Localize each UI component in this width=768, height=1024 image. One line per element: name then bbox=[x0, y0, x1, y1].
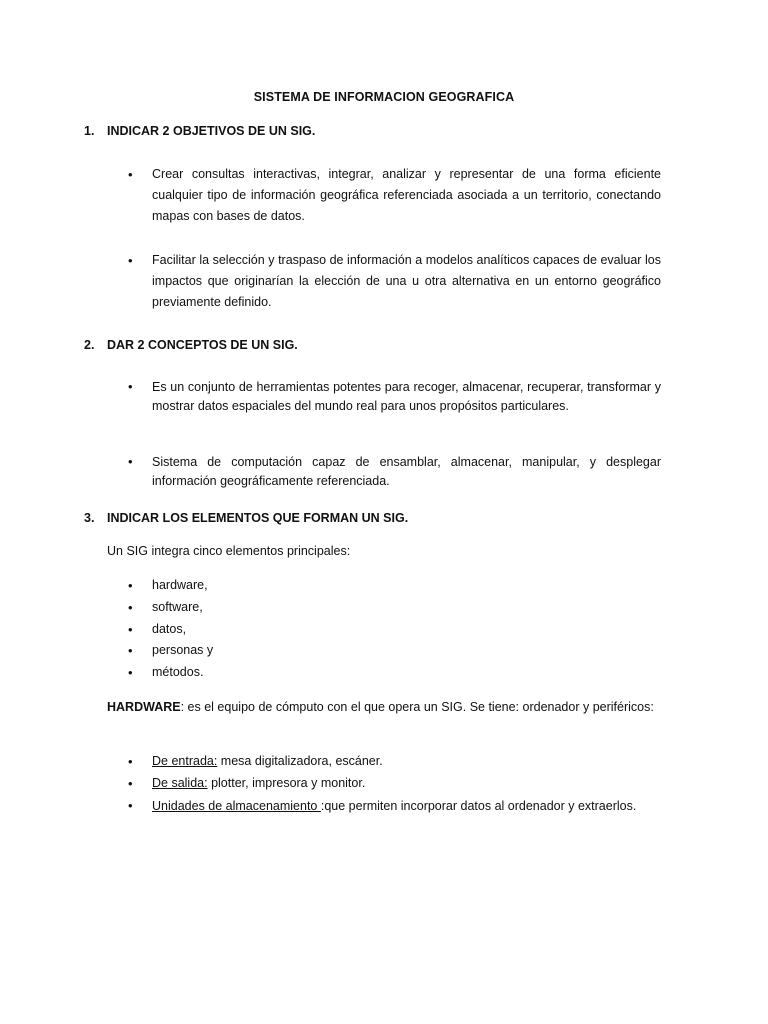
list-item bbox=[128, 640, 661, 661]
list-item bbox=[128, 575, 661, 596]
list-item-text: datos, bbox=[152, 622, 187, 636]
list-item-text: hardware, bbox=[152, 578, 208, 592]
section-3-heading bbox=[84, 511, 408, 525]
list-item bbox=[128, 662, 661, 683]
list-item-text: personas y bbox=[152, 643, 214, 657]
item-text: mesa digitalizadora, escáner. bbox=[217, 754, 383, 768]
list-item-text: Es un conjunto de herramientas potentes para recoger, almacenar, recuperar, transformar y mostrar datos espaciales del mundo real para unos propósitos particulares. bbox=[152, 380, 661, 413]
item-text: plotter, impresora y monitor. bbox=[207, 776, 366, 790]
bullet-icon: • bbox=[128, 253, 133, 268]
hardware-paragraph bbox=[107, 697, 661, 718]
bullet-icon: • bbox=[128, 665, 133, 680]
item-label: De entrada: bbox=[152, 754, 218, 768]
list-item-text: Crear consultas interactivas, integrar, analizar y representar de una forma eficiente cualquier tipo de información geográfica referenciada asociada a un territorio, conectando mapas con bases de datos. bbox=[152, 167, 661, 223]
bullet-icon: • bbox=[128, 379, 133, 394]
bullet-icon: • bbox=[128, 754, 133, 769]
section-heading-text: DAR 2 CONCEPTOS DE UN SIG. bbox=[107, 338, 298, 352]
list-item bbox=[128, 453, 661, 490]
list-item bbox=[128, 250, 661, 313]
list-item bbox=[128, 619, 661, 640]
bullet-icon: • bbox=[128, 167, 133, 182]
section-number: 2. bbox=[84, 338, 95, 352]
bullet-icon: • bbox=[128, 578, 133, 593]
section-2-heading bbox=[84, 338, 298, 352]
list-item bbox=[128, 773, 661, 794]
item-label: De salida: bbox=[152, 776, 208, 790]
item-text: :que permiten incorporar datos al ordenador y extraerlos. bbox=[320, 799, 637, 813]
list-item bbox=[128, 164, 661, 227]
list-item bbox=[128, 378, 661, 415]
bullet-icon: • bbox=[128, 454, 133, 469]
bullet-icon: • bbox=[128, 798, 133, 813]
bullet-icon: • bbox=[128, 643, 133, 658]
list-item-text bbox=[152, 751, 661, 772]
list-item bbox=[128, 797, 661, 816]
bullet-icon: • bbox=[128, 600, 133, 615]
section-heading-text: INDICAR 2 OBJETIVOS DE UN SIG. bbox=[107, 124, 316, 138]
section-intro: Un SIG integra cinco elementos principales: bbox=[107, 544, 351, 558]
section-number: 1. bbox=[84, 124, 95, 138]
list-item-text bbox=[152, 797, 661, 816]
section-number: 3. bbox=[84, 511, 95, 525]
bullet-icon: • bbox=[128, 776, 133, 791]
list-item-text: métodos. bbox=[152, 665, 204, 679]
list-item-text bbox=[152, 773, 661, 794]
bullet-icon: • bbox=[128, 622, 133, 637]
list-item-text: software, bbox=[152, 600, 203, 614]
list-item bbox=[128, 751, 661, 772]
list-item-text: Facilitar la selección y traspaso de información a modelos analíticos capaces de evaluar los impactos que originarían la elección de una u otra alternativa en un entorno geográfico previamente definido. bbox=[152, 253, 661, 309]
list-item-text: Sistema de computación capaz de ensamblar, almacenar, manipular, y desplegar información geográficamente referenciada. bbox=[152, 455, 661, 488]
hardware-label: HARDWARE bbox=[107, 700, 181, 714]
list-item bbox=[128, 597, 661, 618]
section-1-heading bbox=[84, 124, 315, 138]
item-label: Unidades de almacenamiento bbox=[152, 799, 321, 813]
hardware-text: : es el equipo de cómputo con el que opera un SIG. Se tiene: ordenador y periféricos: bbox=[180, 700, 654, 714]
section-heading-text: INDICAR LOS ELEMENTOS QUE FORMAN UN SIG. bbox=[107, 511, 409, 525]
document-title: SISTEMA DE INFORMACION GEOGRAFICA bbox=[253, 90, 515, 104]
